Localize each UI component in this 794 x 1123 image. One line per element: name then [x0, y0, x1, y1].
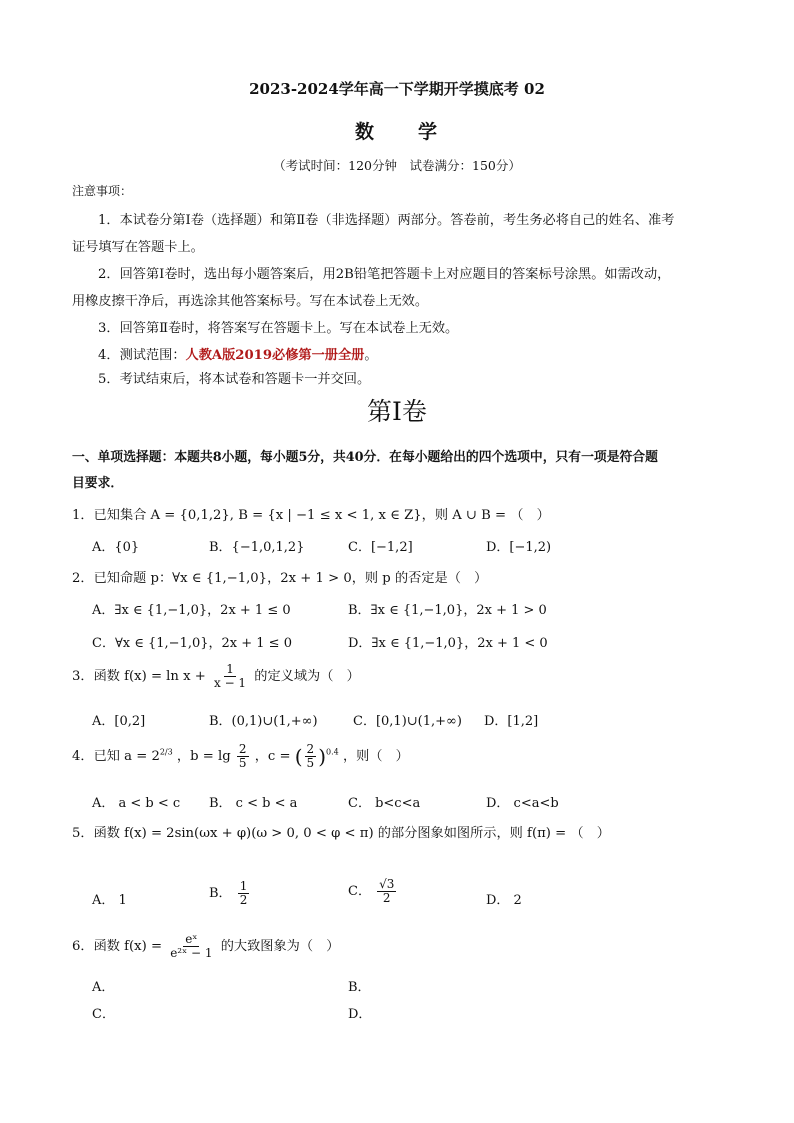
q6-fraction: [168, 933, 214, 960]
q5-c-fraction: [377, 878, 396, 905]
q6-frac-num: eˣ: [185, 932, 198, 946]
q5-b-label: B．: [209, 886, 232, 901]
q2-option-c: C．∀x ∈ {1,−1,0}，2x + 1 ≤ 0: [92, 636, 292, 651]
q5-b-den: 2: [239, 893, 248, 907]
q1-option-b: B．{−1,0,1,2}: [209, 540, 305, 555]
q1-option-c: C．[−1,2]: [348, 540, 413, 555]
q4-b-fraction: [237, 743, 249, 770]
q2-option-d: D．∃x ∈ {1,−1,0}，2x + 1 < 0: [348, 636, 548, 651]
q3-option-a: A．[0,2]: [92, 714, 146, 729]
q5-b-fraction: [238, 880, 250, 907]
question-3-stem: [72, 663, 360, 690]
q4-option-a: A． a < b < c: [92, 796, 181, 811]
q5-c-num: √3: [379, 877, 395, 891]
q3-frac-den: x − 1: [213, 676, 247, 690]
q4-c-den: 5: [306, 756, 315, 770]
q5-c-label: C．: [348, 884, 371, 899]
q6-stem-pre: 6．函数 f(x) =: [72, 939, 162, 954]
notice-item-1: 1．本试卷分第Ⅰ卷（选择题）和第Ⅱ卷（非选择题）两部分。答卷前，考生务必将自己的姓名、准考: [98, 213, 675, 228]
notice-item-2-cont: 用橡皮擦干净后，再选涂其他答案标号。写在本试卷上无效。: [72, 294, 429, 309]
q1-option-a: A．{0}: [92, 540, 140, 555]
q4-b-num: 2: [238, 742, 247, 756]
q4-c-open-paren: (: [294, 744, 303, 769]
question-1-stem: 1．已知集合 A = {0,1,2}, B = {x | −1 ≤ x < 1, x ∈ Z}，则 A ∪ B = （ ）: [72, 508, 550, 523]
q5-option-c: [348, 878, 398, 905]
q5-option-a: A． 1: [92, 893, 127, 908]
q5-option-b: [209, 880, 251, 907]
q3-option-c: C．[0,1)∪(1,+∞): [353, 714, 462, 729]
q6-option-b: B．: [348, 980, 371, 995]
q6-stem-post: 的大致图象为（ ）: [220, 939, 340, 954]
question-4-stem: [72, 743, 409, 770]
question-5-stem: 5．函数 f(x) = 2sin(ωx + φ)(ω > 0, 0 < φ < π) 的部分图象如图所示，则 f(π) = （ ）: [72, 826, 610, 841]
q5-option-d: D． 2: [486, 893, 522, 908]
q3-stem-pre: 3．函数 f(x) = ln x +: [72, 669, 206, 684]
q3-option-b: B．(0,1)∪(1,+∞): [209, 714, 318, 729]
q4-c-pre: ，c =: [254, 749, 291, 764]
q4-a-expr: a = 2: [124, 749, 160, 764]
volume-title: 第Ⅰ卷: [367, 397, 427, 426]
notice-item-5: 5．考试结束后，将本试卷和答题卡一并交回。: [98, 372, 371, 387]
section-1-heading: 一、单项选择题：本题共8小题，每小题5分，共40分．在每小题给出的四个选项中，只有一项是符合题: [72, 450, 658, 465]
q4-c-exponent: 0.4: [326, 747, 339, 757]
q2-option-a: A．∃x ∈ {1,−1,0}，2x + 1 ≤ 0: [92, 603, 291, 618]
q4-c-fraction: [305, 743, 317, 770]
q2-option-b: B．∃x ∈ {1,−1,0}，2x + 1 > 0: [348, 603, 547, 618]
q4-option-b: B． c < b < a: [209, 796, 298, 811]
q4-b-pre: ，b = lg: [176, 749, 231, 764]
q4-option-c: C． b<c<a: [348, 796, 421, 811]
q4-a-exponent: 2/3: [159, 747, 173, 757]
notice-item-4-suffix: 。: [364, 348, 378, 363]
q3-stem-post: 的定义域为（ ）: [254, 669, 360, 684]
notice-item-1-cont: 证号填写在答题卡上。: [72, 240, 204, 255]
q4-b-den: 5: [238, 756, 247, 770]
q4-stem-pre: 4．已知: [72, 749, 120, 764]
q3-fraction: [212, 663, 248, 690]
notice-heading: 注意事项：: [72, 184, 133, 198]
q1-option-d: D．[−1,2): [486, 540, 552, 555]
q3-frac-num: 1: [226, 662, 234, 676]
q6-frac-den: e²ˣ − 1: [170, 946, 213, 960]
notice-item-4-prefix: 4．测试范围：: [98, 348, 186, 363]
notice-item-3: 3．回答第Ⅱ卷时，将答案写在答题卡上。写在本试卷上无效。: [98, 321, 459, 336]
test-range: 人教A版2019必修第一册全册: [185, 348, 365, 363]
q6-option-d: D．: [348, 1007, 372, 1022]
q3-option-d: D．[1,2]: [484, 714, 539, 729]
q6-option-c: C．: [92, 1007, 115, 1022]
question-6-stem: [72, 933, 339, 960]
q4-option-d: D． c<a<b: [486, 796, 559, 811]
q6-option-a: A．: [92, 980, 115, 995]
notice-item-2: 2．回答第Ⅰ卷时，选出每小题答案后，用2B铅笔把答题卡上对应题目的答案标号涂黑。如需改动，: [98, 267, 671, 282]
q5-c-den: 2: [382, 891, 391, 905]
exam-title: 2023-2024学年高一下学期开学摸底考 02: [249, 80, 545, 98]
q4-c-close-paren: ): [318, 744, 326, 769]
notice-item-4: [98, 344, 378, 363]
section-1-heading-cont: 目要求．: [72, 476, 124, 491]
q5-b-num: 1: [239, 879, 248, 893]
subject-title: 数 学: [354, 121, 439, 143]
exam-time-info: （考试时间：120分钟 试卷满分：150分）: [273, 158, 521, 173]
q4-c-num: 2: [306, 742, 315, 756]
q4-stem-post: ，则（ ）: [342, 749, 409, 764]
question-2-stem: 2．已知命题 p：∀x ∈ {1,−1,0}，2x + 1 > 0，则 p 的否定是（ ）: [72, 571, 488, 586]
